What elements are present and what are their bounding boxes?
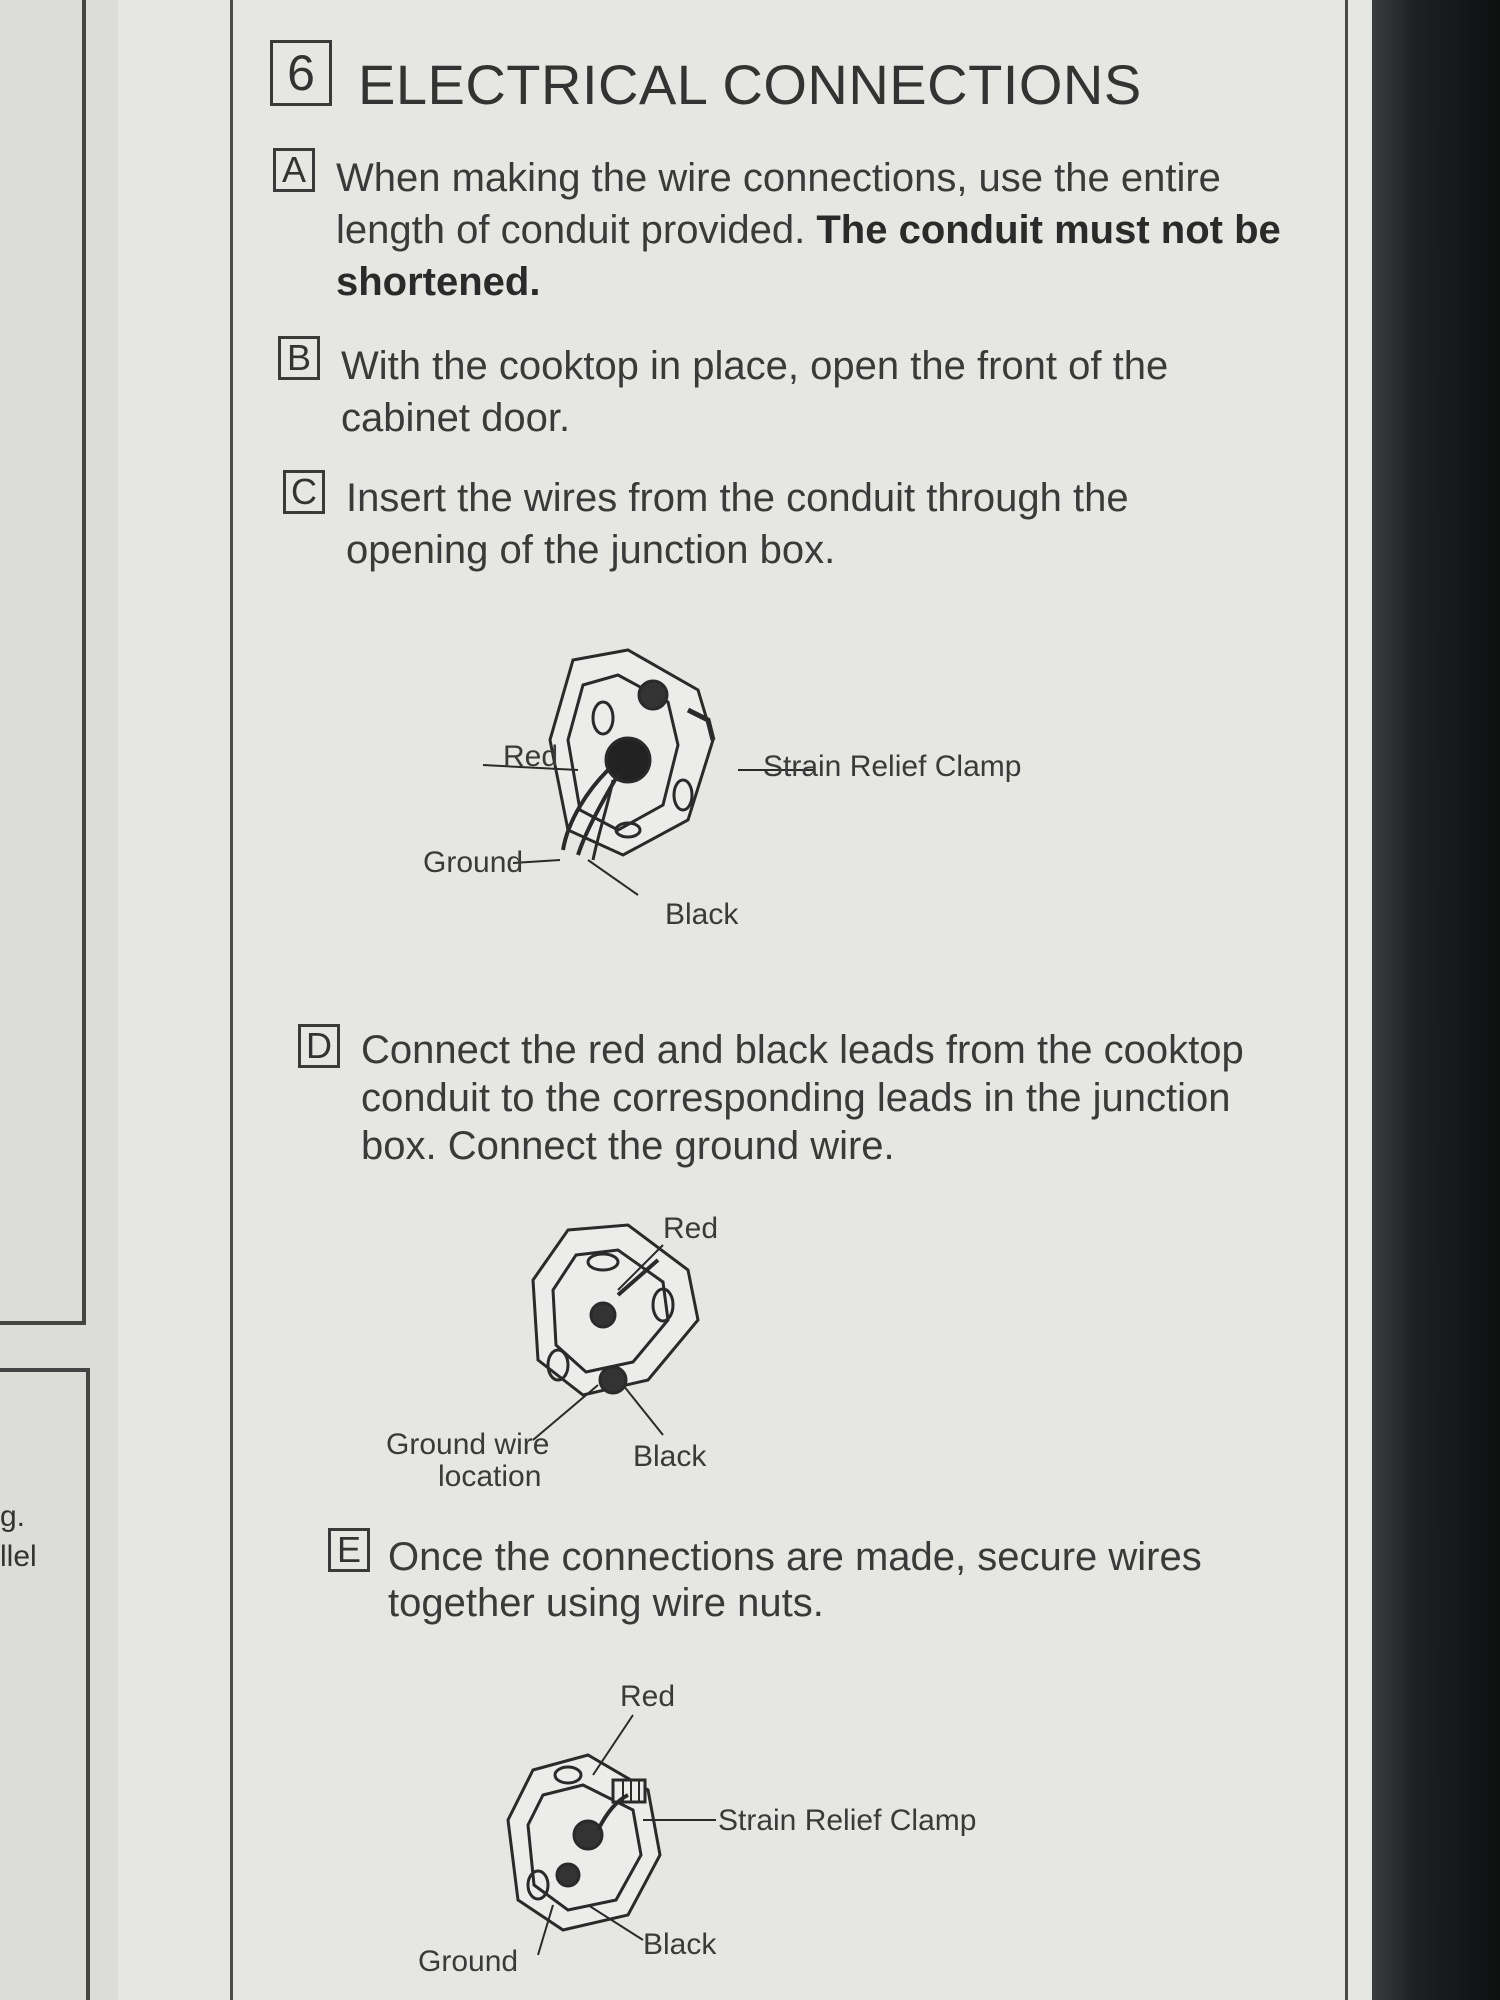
adjacent-page-left xyxy=(0,0,118,2000)
step-b-letter: B xyxy=(278,336,320,380)
adjacent-page-box xyxy=(0,0,86,1325)
adjacent-text-fragment: llel xyxy=(0,1540,37,1573)
diagram-c-label-clamp: Strain Relief Clamp xyxy=(763,750,1022,783)
diagram-e-label-clamp: Strain Relief Clamp xyxy=(718,1804,977,1837)
step-a-body: When making the wire connections, use the entire length of conduit provided. xyxy=(336,156,1221,252)
diagram-e-label-ground: Ground xyxy=(418,1945,519,1978)
step-a-text xyxy=(336,152,1316,308)
step-b-text: With the cooktop in place, open the front of the cabinet door. xyxy=(341,344,1169,440)
diagram-c-label-black: Black xyxy=(665,898,739,931)
step-d-letter: D xyxy=(298,1024,340,1068)
section-title: ELECTRICAL CONNECTIONS xyxy=(358,53,1142,116)
manual-page xyxy=(118,0,1372,2000)
step-c-letter: C xyxy=(283,470,325,514)
step-a-warning: The conduit must not be shortened. xyxy=(336,208,1281,304)
junction-box-diagram-d xyxy=(318,1200,1018,1500)
step-e-letter: E xyxy=(328,1528,370,1572)
adjacent-text-fragment: g. xyxy=(0,1500,26,1533)
adjacent-page-box xyxy=(0,1368,90,2000)
diagram-e-label-red: Red xyxy=(620,1680,676,1713)
diagram-d-label-ground-1: Ground wire xyxy=(386,1428,550,1461)
diagram-d-label-ground-2: location xyxy=(438,1460,542,1493)
diagram-e-label-black: Black xyxy=(643,1928,717,1961)
junction-box-diagram-e xyxy=(298,1680,1198,2000)
junction-box-diagram-c xyxy=(268,630,1168,950)
step-c-text: Insert the wires from the conduit through the opening of the junction box. xyxy=(346,476,1129,572)
step-d-text: Connect the red and black leads from the cooktop conduit to the corresponding leads in the junction box. Connect the ground wire. xyxy=(361,1028,1244,1168)
step-a-letter: A xyxy=(273,148,315,192)
diagram-d-label-black: Black xyxy=(633,1440,707,1473)
diagram-d-label-red: Red xyxy=(663,1212,719,1245)
monitor-bezel xyxy=(1372,0,1500,2000)
section-number: 6 xyxy=(270,40,332,106)
diagram-c-label-ground: Ground xyxy=(423,846,524,879)
diagram-c-label-red: Red xyxy=(503,740,559,773)
step-e-text: Once the connections are made, secure wires together using wire nuts. xyxy=(388,1535,1202,1625)
